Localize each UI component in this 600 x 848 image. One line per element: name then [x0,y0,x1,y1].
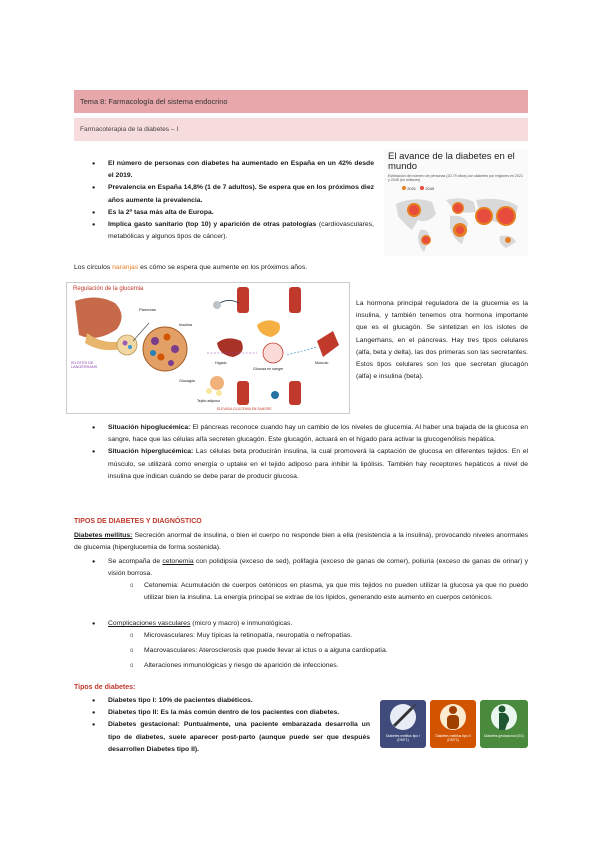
complications-sublist [144,630,528,673]
type2-card: Diabetes mellitus tipo II (DMT2) [430,700,476,748]
world-map-icon [384,190,528,256]
label-tejido-adiposo: Tejido adiposo [197,399,220,403]
syringe-icon [380,700,426,734]
label-glucosa: Glucosa en sangre [253,367,284,371]
cetonemia-sublist [144,580,528,604]
label-islotes: ISLOTES DE LANGERHANS [71,361,98,369]
list-item: ● Se acompaña de cetonemia con polidipsia (exceso de sed), polifagia (exceso de ganas de comer), poliuria (exceso de ganas de orinar) y visión borrosa. [108,556,528,580]
diabetes-map-figure [384,150,528,256]
complications-list [108,618,528,630]
person-icon [430,700,476,734]
label-musculo: Músculo [315,361,329,365]
figure-caption: ELEVADA GLUCEMIA EN SANGRE [217,407,272,411]
map-subtitle: Estimación del número de personas (20-79 años) con diabetes por regiones en 2021 y 2045 (en millones) [388,174,524,183]
label-insulina: Insulina [179,323,193,327]
glucemia-regulation-figure [66,282,350,414]
gestational-card: Diabetes gestacional (DG) [480,700,528,748]
intro-bullet-list [108,158,374,243]
label-pancreas: Páncreas [139,307,156,312]
dm-definition: Diabetes mellitus: Secreción anormal de insulina, o bien el cuerpo no responde bien a ella (resistencia a la insulina), provocando niveles anormales de glucemia (hiperglucemia de forma sostenida). [74,532,529,552]
list-item: ● Diabetes tipo II: Es la más común dentro de los pacientes con diabetes. [108,707,370,719]
list-item: ● Diabetes gestacional: Puntualmente, una paciente embarazada desarrolla un tipo de diabetes, suele aparecer post-parto (aunque puede ser que después desarrollen Diabetes tipo II). [108,719,370,756]
pregnant-woman-icon [480,700,528,734]
topic-title: Tema 8: Farmacología del sistema endocrino [80,97,228,106]
list-item: ● Complicaciones vasculares (micro y macro) e inmunológicas. [108,618,528,630]
glucemia-diagram [67,283,349,413]
dm-bullet-list [108,556,528,580]
list-item: ● El número de personas con diabetes ha aumentado en España en un 42% desde el 2019. [108,158,374,182]
list-item: o Microvasculares: Muy típicas la retinopatía, neuropatía o nefropatías. [144,630,528,642]
figure-title: Regulación de la glucemia [73,286,144,292]
subtopic-header [74,118,528,141]
list-item: ● Diabetes tipo I: 10% de pacientes diabéticos. [108,695,370,707]
types-list [108,695,370,756]
list-item: ● Situación hiperglucémica: Las células beta producirán insulina, la cual promoverá la captación de glucosa en diferentes tejidos. En el músculo, se utilizará como energía o uptake en el tejido adiposo para inhibir la lipólisis. También hay receptores hepáticos a nivel de insulina que indican cuándo se debe parar de producir glucosa. [108,446,528,483]
list-item: ● Implica gasto sanitario (top 10) y aparición de otras patologías (cardiovasculares, metabólicas y algunos tipos de cáncer). [108,219,374,243]
list-item: ● Prevalencia en España 14,8% (1 de 7 adultos). Se espera que en los próximos diez años aumente la prevalencia. [108,182,374,206]
map-title: El avance de la diabetes en el mundo [388,151,515,172]
types-title: Tipos de diabetes: [74,684,136,691]
diabetes-types-figure [380,700,528,748]
list-item: ● Es la 2ª tasa más alta de Europa. [108,207,374,219]
section-title: TIPOS DE DIABETES Y DIAGNÓSTICO [74,518,202,525]
situations-list [108,422,528,483]
list-item: o Alteraciones inmunológicas y riesgo de aparición de infecciones. [144,660,528,672]
circles-note: Los círculos naranjas es cómo se espera que aumente en los próximos años. [74,264,308,271]
topic-header [74,90,528,113]
label-glucagon: Glucagón [179,379,196,383]
list-item: o Cetonemia: Acumulación de cuerpos cetónicos en plasma, ya que mis tejidos no pueden utilizar la glucosa ya que no puedo utilizar bien la insulina. La energía principal se extrae de los lípidos, generando este aumento en cuerpos cetónicos. [144,580,528,604]
subtopic-title: Farmacoterapia de la diabetes – I [80,126,179,133]
hormone-paragraph: La hormona principal reguladora de la glucemia es la insulina, y también tenemos otra hormona importante que es el glucagón. Se sintetizan en los islotes de Langerhans, en el páncreas. Hay tres tipos celulares (alfa, beta y delta), las dos primeras son las secretantes. Estos tipos celulares son los que secretan glucagón (alfa) e insulina (beta). [356,300,528,381]
map-legend: 2021 2045 [402,186,434,191]
label-higado: Hígado [215,361,227,365]
list-item: ● Situación hipoglucémica: El páncreas reconoce cuando hay un cambio de los niveles de glucemia. Al haber una bajada de la glucosa en sangre, hace que las células alfa secreten glucagón. Este glucagón, actuará en el hígado para activar la glucogenólisis hepática. [108,422,528,446]
list-item: o Macrovasculares: Aterosclerosis que puede llevar al ictus o a alguna cardiopatía. [144,645,528,657]
type1-card: Diabetes mellitus tipo I (DMT1) [380,700,426,748]
